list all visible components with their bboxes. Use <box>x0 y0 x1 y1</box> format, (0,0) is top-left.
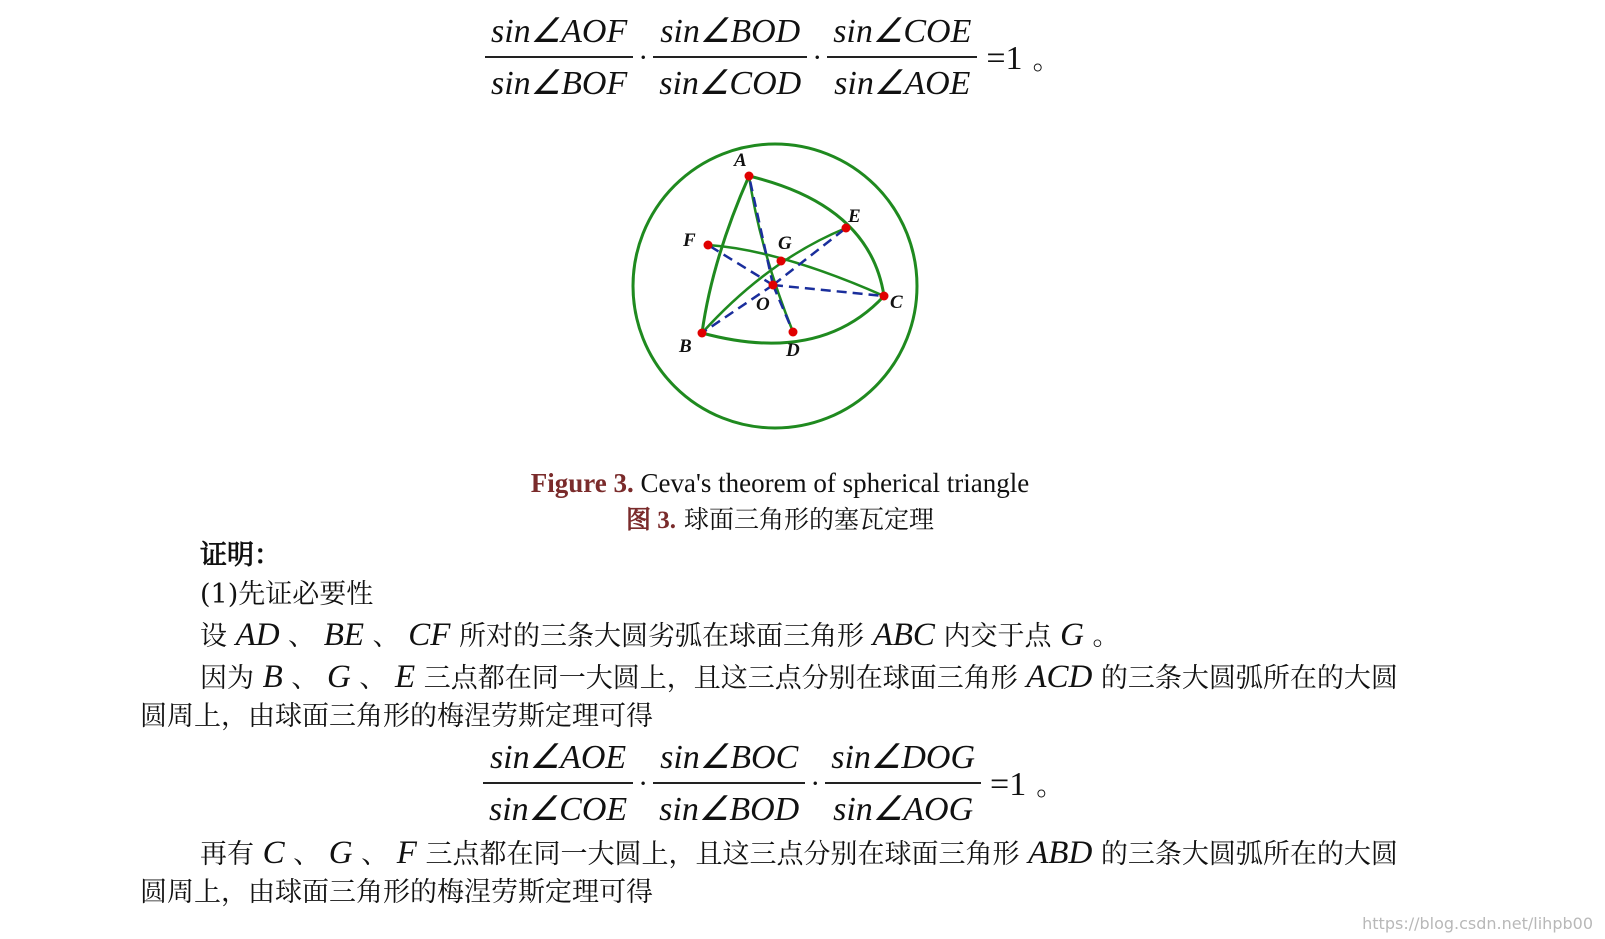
equation-rhs <box>986 38 1060 78</box>
math-var: B <box>262 659 283 695</box>
label-g: G <box>778 233 792 254</box>
fraction <box>485 10 633 106</box>
math-var: CF <box>408 617 451 653</box>
denominator: sin∠AOE <box>834 65 971 102</box>
denominator: sin∠BOD <box>659 791 800 828</box>
proof-line-3 <box>200 833 1398 875</box>
point-g <box>777 257 786 266</box>
text: 再有 <box>200 839 263 870</box>
caption-text: Ceva's theorem of spherical triangle <box>633 468 1030 498</box>
multiply-dot: · <box>810 767 821 800</box>
numerator: sin∠DOG <box>831 739 976 776</box>
denominator: sin∠COD <box>659 65 802 102</box>
label-c: C <box>890 292 903 313</box>
text: 因为 <box>200 663 263 694</box>
multiply-dot: · <box>638 767 649 800</box>
math-var: ACD <box>1026 659 1093 695</box>
equation-rhs <box>990 764 1064 804</box>
math-var: AD <box>235 617 280 653</box>
segment-oc <box>773 285 884 296</box>
proof-line-1 <box>200 615 1120 657</box>
math-var: F <box>396 835 417 871</box>
numerator: sin∠COE <box>833 13 972 50</box>
text: 、 <box>352 839 397 870</box>
point-a <box>745 172 754 181</box>
text: 三点都在同一大圆上，且这三点分别在球面三角形 <box>415 663 1027 694</box>
point-d <box>789 328 798 337</box>
text: 的三条大圆弧所在的大圆 <box>1092 663 1398 694</box>
label-o: O <box>756 294 770 315</box>
text: 、 <box>279 621 324 652</box>
math-var: BE <box>323 617 365 653</box>
arc-ca <box>749 176 884 296</box>
proof-line-2b: 圆周上，由球面三角形的梅涅劳斯定理可得 <box>140 701 653 732</box>
label-a: A <box>734 150 747 171</box>
spherical-triangle-figure <box>630 140 930 440</box>
equation-mid <box>480 736 1064 832</box>
text: 。 <box>1083 621 1120 652</box>
proof-step-1: (1)先证必要性 <box>200 579 374 610</box>
math-var: ABC <box>872 617 935 653</box>
proof-title: 证明： <box>200 540 281 571</box>
label-b: B <box>679 336 692 357</box>
label-e: E <box>848 206 861 227</box>
end-mark: 。 <box>1032 45 1061 76</box>
text: 、 <box>350 663 395 694</box>
numerator: sin∠AOE <box>489 739 627 776</box>
numerator: sin∠AOF <box>491 13 628 50</box>
figure-caption-zh <box>0 500 1560 536</box>
text: 所对的三条大圆劣弧在球面三角形 <box>450 621 873 652</box>
label-d: D <box>786 340 800 361</box>
watermark: https://blog.csdn.net/lihpb00 <box>1362 914 1593 933</box>
point-f <box>704 241 713 250</box>
caption-text: 球面三角形的塞瓦定理 <box>676 505 934 534</box>
numerator: sin∠BOC <box>660 739 799 776</box>
text: 、 <box>364 621 409 652</box>
fraction <box>483 736 633 832</box>
multiply-dot: · <box>638 41 649 74</box>
figure-number: Figure 3. <box>530 468 634 498</box>
point-c <box>880 292 889 301</box>
math-var: G <box>1060 617 1084 653</box>
fraction <box>653 736 805 832</box>
point-o <box>769 281 778 290</box>
denominator: sin∠COE <box>489 791 628 828</box>
denominator: sin∠BOF <box>491 65 628 102</box>
multiply-dot: · <box>812 41 823 74</box>
math-var: E <box>394 659 416 695</box>
text: 三点都在同一大圆上，且这三点分别在球面三角形 <box>416 839 1029 870</box>
text: 、 <box>282 663 327 694</box>
math-var: G <box>326 659 351 695</box>
text: 的三条大圆弧所在的大圆 <box>1092 839 1398 870</box>
figure-number: 图 3. <box>626 507 677 534</box>
numerator: sin∠BOD <box>660 13 801 50</box>
proof-line-2 <box>200 657 1398 699</box>
fraction <box>827 10 977 106</box>
denominator: sin∠AOG <box>833 791 974 828</box>
label-f: F <box>683 230 696 251</box>
figure-caption-en <box>0 468 1560 499</box>
math-var: G <box>328 835 353 871</box>
fraction <box>653 10 807 106</box>
equation-top <box>482 10 1061 106</box>
proof-line-3b: 圆周上，由球面三角形的梅涅劳斯定理可得 <box>140 877 653 908</box>
text: 、 <box>284 839 329 870</box>
rhs-value: =1 <box>986 40 1023 77</box>
point-b <box>698 329 707 338</box>
text: 设 <box>200 621 236 652</box>
math-var: C <box>262 835 285 871</box>
end-mark: 。 <box>1036 771 1065 802</box>
math-var: ABD <box>1028 835 1093 871</box>
text: 内交于点 <box>934 621 1061 652</box>
rhs-value: =1 <box>990 766 1027 803</box>
fraction <box>825 736 981 832</box>
